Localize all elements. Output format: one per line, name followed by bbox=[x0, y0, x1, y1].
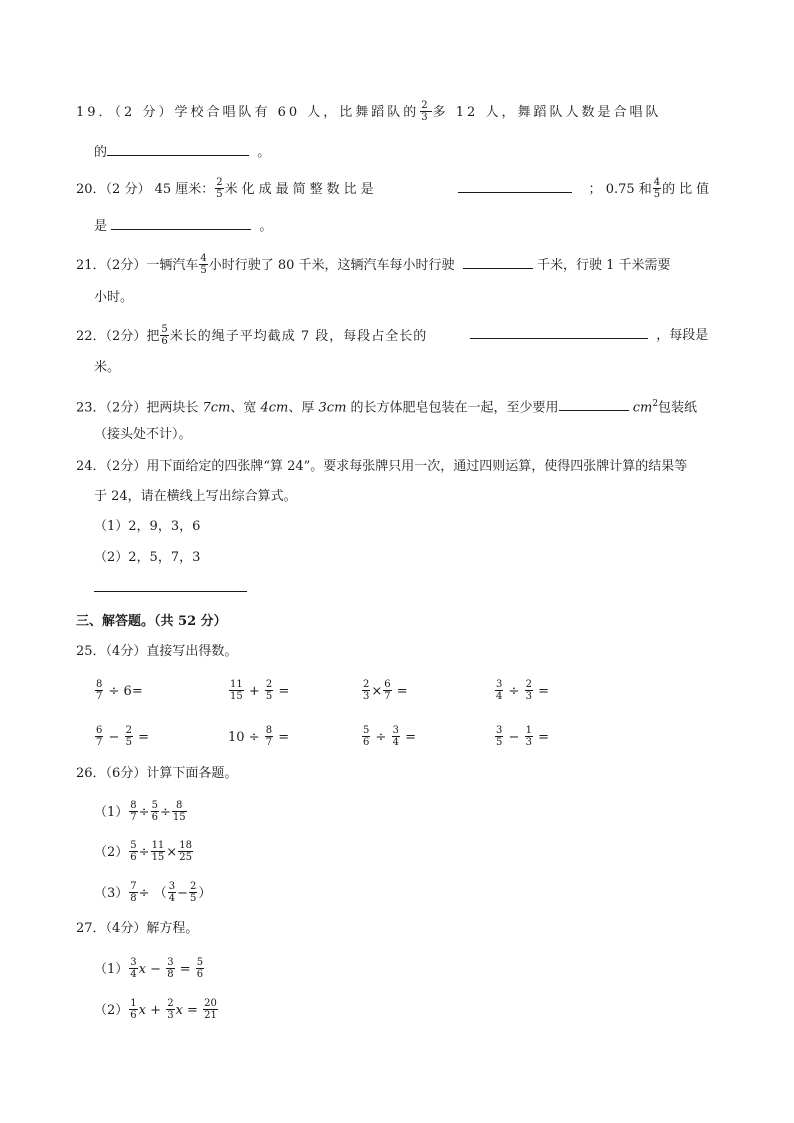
question-24 bbox=[76, 457, 687, 477]
question-22-right bbox=[470, 325, 708, 346]
q23-text: （接头处不计）。 bbox=[94, 427, 192, 442]
q26-item-3: （3） $\frac{7}{8}$ ÷ （ $\frac{3}{4}$ − $\frac{2}{5}$ ） bbox=[94, 881, 212, 904]
q20-separator: ； bbox=[588, 182, 602, 197]
question-19-cont bbox=[94, 142, 270, 163]
q21-number: 21． bbox=[76, 258, 106, 273]
q23-text: 把两块长 bbox=[146, 400, 203, 416]
q26-score: （6分） bbox=[105, 766, 147, 781]
q23-length: 7cm bbox=[202, 400, 231, 416]
q26-item-1: （1） $\frac{8}{7}$ ÷ $\frac{5}{6}$ ÷ $\frac{8}{15}$ bbox=[94, 800, 186, 823]
q24-item-text: （1）2，9，3，6 bbox=[94, 519, 201, 534]
q27-number: 27． bbox=[76, 921, 106, 936]
q23-width: 4cm bbox=[260, 400, 289, 416]
q20-number: 20． bbox=[76, 182, 106, 197]
q25-expr-4: $\frac{3}{4}$ ÷ $\frac{2}{3}$ = bbox=[496, 679, 549, 702]
q21-text: 小时行驶了 80 千米，这辆汽车每小时行驶 bbox=[208, 258, 455, 273]
answer-blank[interactable] bbox=[107, 142, 249, 156]
q27-equation-1: （1） $\frac{3}{4}$ x − $\frac{3}{8}$ = $\frac{5}{6}$ bbox=[94, 957, 204, 980]
q22-text: 米。 bbox=[94, 360, 121, 375]
q22-fraction: $\frac{5}{6}$ bbox=[161, 324, 168, 347]
question-22-cont bbox=[94, 358, 120, 378]
question-20 bbox=[76, 178, 378, 201]
q21-text: 千米，行驶 1 千米需要 bbox=[536, 258, 671, 273]
q25-expr-2: $\frac{11}{15}$ + $\frac{2}{5}$ = bbox=[230, 679, 290, 702]
q27-equation-2: （2） $\frac{1}{6}$ x + $\frac{2}{3}$ x = $\frac{20}{21}$ bbox=[94, 998, 217, 1021]
q20-score: （2 分） bbox=[105, 182, 151, 197]
q20-text: 米化成最简整数比是 bbox=[224, 182, 378, 197]
question-21 bbox=[76, 254, 670, 277]
answer-blank[interactable] bbox=[94, 578, 247, 592]
q24-score: （2分） bbox=[105, 459, 147, 474]
q21-text: 小时。 bbox=[94, 290, 134, 305]
q23-thickness: 3cm bbox=[318, 400, 347, 416]
q23-text: 包装纸 bbox=[658, 400, 698, 416]
question-24-cont bbox=[94, 487, 297, 507]
q20-text: 是 bbox=[94, 219, 108, 234]
question-23-cont bbox=[94, 425, 192, 445]
q21-score: （2分） bbox=[105, 258, 147, 273]
q27-text: 解方程。 bbox=[146, 921, 199, 936]
q20-fraction: $\frac{4}{5}$ bbox=[653, 177, 661, 200]
question-20-right bbox=[458, 178, 713, 201]
q24-answer-line bbox=[94, 578, 247, 599]
q26-item-2: （2） $\frac{5}{6}$ ÷ $\frac{11}{15}$ × $\frac{18}{25}$ bbox=[94, 840, 192, 863]
q19-fraction: $\frac{2}{3}$ bbox=[421, 100, 431, 123]
q24-item-text: （2）2，5，7，3 bbox=[94, 550, 201, 565]
q24-text: 于 24，请在横线上写出综合算式。 bbox=[94, 489, 297, 504]
q25-text: 直接写出得数。 bbox=[146, 644, 238, 659]
q19-text: 学校合唱队有 60 人，比舞蹈队的 bbox=[174, 105, 420, 120]
q24-number: 24． bbox=[76, 459, 106, 474]
q27-score: （4分） bbox=[105, 921, 147, 936]
q25-score: （4分） bbox=[105, 644, 147, 659]
q25-expr-8: $\frac{3}{5}$ − $\frac{1}{3}$ = bbox=[496, 725, 549, 748]
q26-number: 26． bbox=[76, 766, 106, 781]
q25-expr-1: $\frac{8}{7}$ ÷ 6= bbox=[96, 679, 143, 702]
q19-end: 。 bbox=[257, 145, 271, 160]
q19-score: （2 分） bbox=[114, 105, 175, 120]
question-25 bbox=[76, 642, 237, 662]
q23-unit: cm bbox=[632, 400, 653, 416]
q25-expr-3: $\frac{2}{3}$ × $\frac{6}{7}$ = bbox=[363, 679, 408, 702]
q23-unit-exponent: 2 bbox=[652, 399, 659, 409]
q23-score: （2分） bbox=[105, 400, 147, 416]
q25-expr-7: $\frac{5}{6}$ ÷ $\frac{3}{4}$ = bbox=[363, 725, 416, 748]
q24-text: 用下面给定的四张牌“算 24”。要求每张牌只用一次，通过四则运算，使得四张牌计算的结果等 bbox=[146, 459, 688, 474]
answer-blank[interactable] bbox=[559, 397, 629, 411]
question-23 bbox=[76, 394, 697, 418]
q26-text: 计算下面各题。 bbox=[146, 766, 238, 781]
section-3-title bbox=[76, 612, 227, 632]
q19-text: 多 12 人，舞蹈队人数是合唱队 bbox=[432, 105, 662, 120]
q23-number: 23． bbox=[76, 400, 106, 416]
q22-text: ，每段是 bbox=[656, 328, 709, 343]
q23-text: 、厚 bbox=[288, 400, 319, 416]
section-title: 三、解答题。（共 52 分） bbox=[76, 614, 227, 629]
q23-text: 的长方体肥皂包装在一起，至少要用 bbox=[346, 400, 559, 416]
q25-number: 25． bbox=[76, 644, 106, 659]
q20-text: 0.75 和 bbox=[605, 182, 652, 197]
q20-fraction: $\frac{2}{5}$ bbox=[216, 177, 223, 200]
q23-text: 、宽 bbox=[230, 400, 261, 416]
q21-text: 一辆汽车 bbox=[146, 258, 199, 273]
q20-end: 。 bbox=[259, 219, 273, 234]
question-21-cont bbox=[94, 288, 133, 308]
q25-expr-5: $\frac{6}{7}$ − $\frac{2}{5}$ = bbox=[96, 725, 149, 748]
q22-score: （2分） bbox=[105, 329, 147, 344]
answer-blank[interactable] bbox=[111, 216, 251, 230]
question-22 bbox=[76, 325, 427, 348]
q19-text: 的 bbox=[94, 145, 108, 160]
q19-number: 19． bbox=[76, 105, 115, 120]
answer-blank[interactable] bbox=[470, 325, 648, 339]
answer-blank[interactable] bbox=[458, 179, 572, 193]
q20-text: 45 厘米： bbox=[154, 182, 215, 197]
question-26 bbox=[76, 764, 237, 784]
q21-fraction: $\frac{4}{5}$ bbox=[200, 253, 207, 276]
question-27 bbox=[76, 919, 198, 939]
q22-text: 米长的绳子平均截成 7 段，每段占全长的 bbox=[169, 329, 428, 344]
q22-text: 把 bbox=[146, 329, 160, 344]
q20-text: 的比值 bbox=[662, 182, 714, 197]
q24-item-1 bbox=[94, 517, 200, 537]
question-20-cont bbox=[94, 216, 272, 237]
q22-number: 22． bbox=[76, 329, 106, 344]
q24-item-2 bbox=[94, 548, 200, 568]
answer-blank[interactable] bbox=[463, 255, 533, 269]
q25-expr-6: 10 ÷ $\frac{8}{7}$ = bbox=[228, 725, 290, 748]
question-19 bbox=[76, 101, 661, 124]
